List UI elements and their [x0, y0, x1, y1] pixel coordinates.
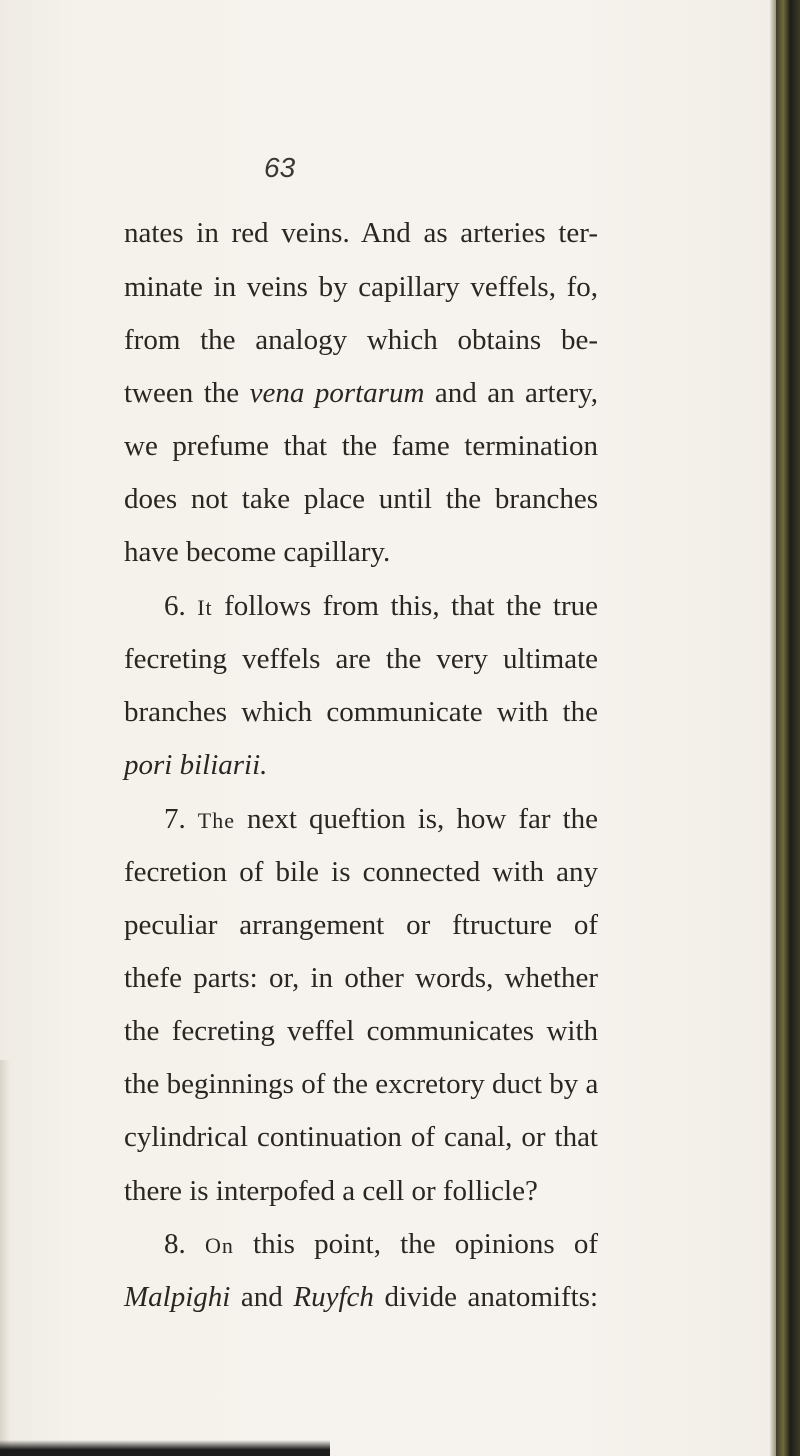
text-line: minate in veins by capillary veffels, fo, — [124, 271, 598, 303]
text-line: does not take place until the branches — [124, 483, 598, 515]
text-line: Malpighi and Ruyfch divide anatomifts: — [124, 1281, 599, 1313]
small-caps-word: The — [197, 808, 235, 833]
text-line: have become capillary. — [124, 536, 391, 568]
text-line: from the analogy which obtains be- — [124, 324, 598, 356]
paragraph-6-start: 6. It follows from this, that the true — [164, 590, 598, 622]
text-line: there is interpofed a cell or follicle? — [124, 1175, 538, 1207]
text-line: branches which communicate with the — [124, 696, 598, 728]
paragraph-8-start: 8. On this point, the opinions of — [164, 1228, 599, 1260]
paragraph-7-start: 7. The next queftion is, how far the — [164, 803, 598, 835]
text-line: thefe parts: or, in other words, whether — [124, 962, 598, 994]
text-line: fecretion of bile is connected with any — [124, 856, 598, 888]
small-caps-word: On — [204, 1233, 234, 1258]
italic-name: Malpighi — [124, 1281, 231, 1313]
text-line: tween the vena portarum and an artery, — [124, 377, 599, 409]
small-caps-word: It — [197, 595, 213, 620]
text-line: the beginnings of the excretory duct by a — [124, 1068, 599, 1100]
text-line — [124, 748, 598, 782]
text-line: nates in red veins. And as arteries ter- — [124, 217, 598, 249]
italic-term: vena portarum — [249, 377, 425, 409]
text-line: we prefume that the fame termination — [124, 430, 598, 462]
page-number: 63 — [264, 152, 296, 183]
italic-name: Ruyfch — [293, 1281, 374, 1313]
text-line: the fecreting veffel communicates with — [124, 1015, 598, 1047]
book-binding-edge — [776, 0, 800, 1456]
text-line: peculiar arrangement or ftructure of — [124, 909, 598, 941]
page-shadow-bottom — [0, 1440, 330, 1456]
text-line: cylindrical continuation of canal, or that — [124, 1121, 598, 1153]
italic-term: pori biliarii. — [124, 749, 268, 781]
text-line: fecreting veffels are the very ultimate — [124, 643, 598, 675]
page-shadow-left — [0, 1060, 10, 1456]
